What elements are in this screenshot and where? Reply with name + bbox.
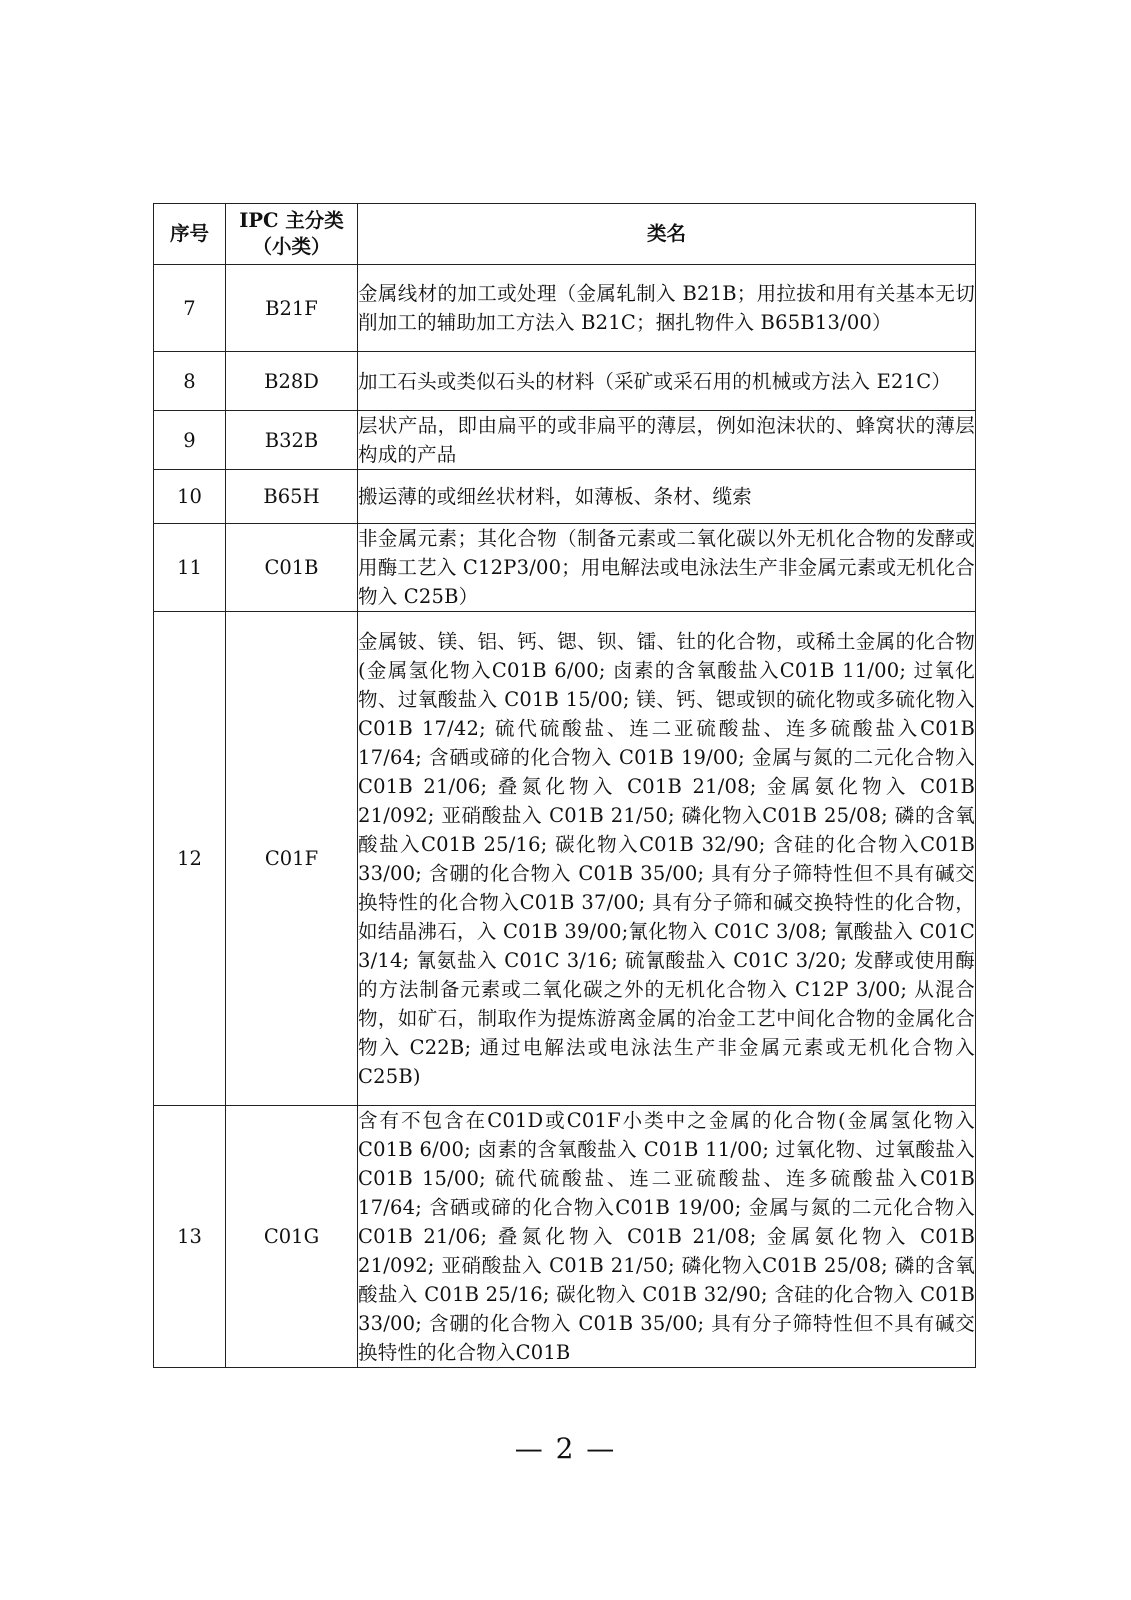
row-ipc-code: B21F <box>226 265 358 352</box>
row-class-name: 层状产品，即由扁平的或非扁平的薄层，例如泡沫状的、蜂窝状的薄层构成的产品 <box>358 411 976 470</box>
row-seq: 9 <box>154 411 226 470</box>
header-ipc-line1: IPC 主分类 <box>239 209 344 232</box>
row-ipc-code: C01B <box>226 524 358 612</box>
row-class-name: 搬运薄的或细丝状材料，如薄板、条材、缆索 <box>358 470 976 524</box>
row-ipc-code: B28D <box>226 352 358 411</box>
row-class-name: 金属线材的加工或处理（金属轧制入 B21B；用拉拔和用有关基本无切削加工的辅助加工方法入 B21C；捆扎物件入 B65B13/00） <box>358 265 976 352</box>
header-ipc-line2: （小类） <box>252 235 331 258</box>
table-row <box>154 352 976 411</box>
row-seq: 8 <box>154 352 226 411</box>
table-row <box>154 524 976 612</box>
table-row <box>154 470 976 524</box>
row-seq: 10 <box>154 470 226 524</box>
row-ipc-code: C01F <box>226 612 358 1106</box>
table-row <box>154 411 976 470</box>
table-row <box>154 1106 976 1368</box>
row-class-name: 非金属元素；其化合物（制备元素或二氧化碳以外无机化合物的发酵或用酶工艺入 C12P3/00；用电解法或电泳法生产非金属元素或无机化合物入 C25B） <box>358 524 976 612</box>
row-seq: 11 <box>154 524 226 612</box>
row-class-name: 含有不包含在C01D或C01F小类中之金属的化合物(金属氢化物入 C01B 6/00; 卤素的含氧酸盐入 C01B 11/00; 过氧化物、过氧酸盐入 C01B 15/00; 硫代硫酸盐、连二亚硫酸盐、连多硫酸盐入C01B 17/64; 含硒或碲的化合物入C01B 19/00; 金属与氮的二元化合物入 C01B 21/06; 叠氮化物入 C01B 21/08; 金属氨化物入 C01B 21/092; 亚硝酸盐入 C01B 21/50; 磷化物入C01B 25/08; 磷的含氧酸盐入 C01B 25/16; 碳化物入 C01B 32/90; 含硅的化合物入 C01B 33/00; 含硼的化合物入 C01B 35/00; 具有分子筛特性但不具有碱交换特性的化合物入C01B <box>358 1106 976 1368</box>
header-name: 类名 <box>358 204 976 265</box>
row-class-name: 金属铍、镁、铝、钙、锶、钡、镭、钍的化合物，或稀土金属的化合物 (金属氢化物入C01B 6/00; 卤素的含氧酸盐入C01B 11/00; 过氧化物、过氧酸盐入 C01B 15/00; 镁、钙、锶或钡的硫化物或多硫化物入 C01B 17/42; 硫代硫酸盐、连二亚硫酸盐、连多硫酸盐入C01B 17/64; 含硒或碲的化合物入 C01B 19/00; 金属与氮的二元化合物入 C01B 21/06; 叠氮化物入 C01B 21/08; 金属氨化物入 C01B 21/092; 亚硝酸盐入 C01B 21/50; 磷化物入C01B 25/08; 磷的含氧酸盐入C01B 25/16; 碳化物入C01B 32/90; 含硅的化合物入C01B 33/00; 含硼的化合物入 C01B 35/00; 具有分子筛特性但不具有碱交换特性的化合物入C01B 37/00; 具有分子筛和碱交换特性的化合物，如结晶沸石，入 C01B 39/00;氰化物入 C01C 3/08; 氰酸盐入 C01C 3/14; 氰氨盐入 C01C 3/16; 硫氰酸盐入 C01C 3/20; 发酵或使用酶的方法制备元素或二氧化碳之外的无机化合物入 C12P 3/00; 从混合物，如矿石，制取作为提炼游离金属的冶金工艺中间化合物的金属化合物入 C22B; 通过电解法或电泳法生产非金属元素或无机化合物入 C25B) <box>358 612 976 1106</box>
page-number: — 2 — <box>514 1432 617 1465</box>
row-ipc-code: B32B <box>226 411 358 470</box>
row-seq: 12 <box>154 612 226 1106</box>
ipc-classification-table <box>153 203 976 1368</box>
header-seq: 序号 <box>154 204 226 265</box>
row-seq: 13 <box>154 1106 226 1368</box>
table-header-row <box>154 204 976 265</box>
row-seq: 7 <box>154 265 226 352</box>
table-row <box>154 265 976 352</box>
header-ipc <box>226 204 358 265</box>
row-class-name: 加工石头或类似石头的材料（采矿或采石用的机械或方法入 E21C） <box>358 352 976 411</box>
row-ipc-code: B65H <box>226 470 358 524</box>
table-row <box>154 612 976 1106</box>
row-ipc-code: C01G <box>226 1106 358 1368</box>
